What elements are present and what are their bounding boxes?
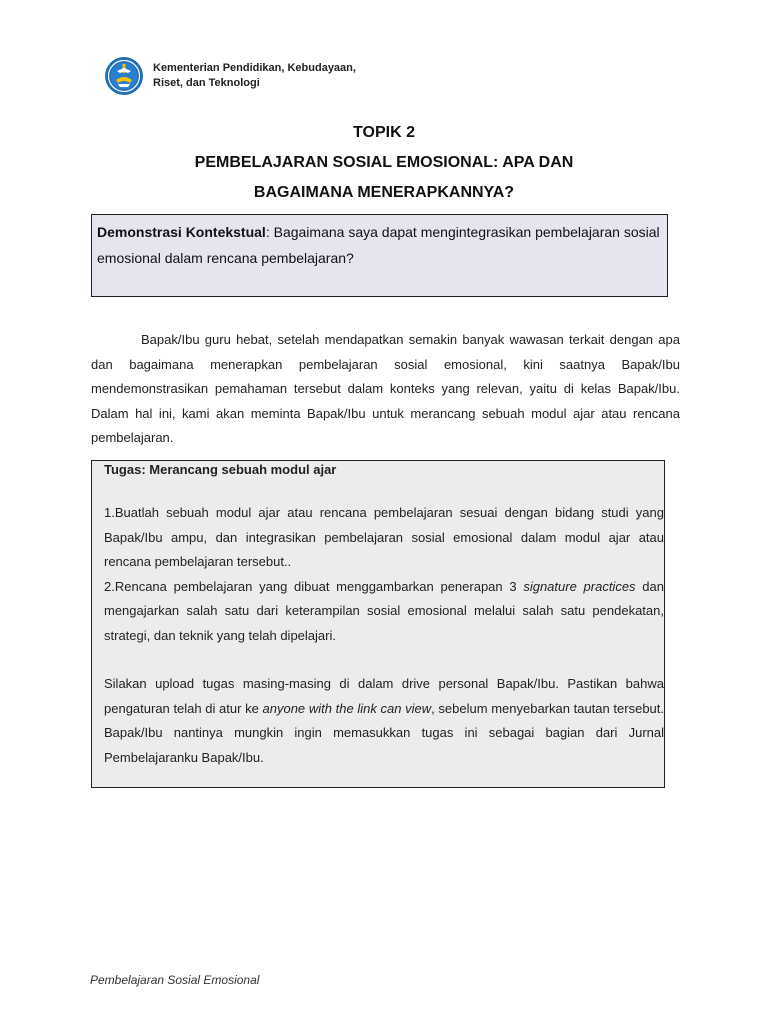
- page-header: [104, 56, 356, 96]
- task-item-2-emphasis: signature practices: [523, 578, 636, 594]
- task-note-text-end: , sebelum menyebarkan tautan tersebut. Bapak/Ibu nantinya mungkin ingin memasukkan tugas ini sebagai bagian dari Jurnal Pembelajaranku Bapak/Ibu.: [104, 700, 665, 765]
- page-footer: Pembelajaran Sosial Emosional: [90, 973, 260, 987]
- task-item-2-text-start: 2.Rencana pembelajaran yang dibuat menggambarkan penerapan 3: [104, 578, 524, 594]
- tut-wuri-handayani-logo-icon: [104, 56, 144, 96]
- task-note-text-start: Silakan upload tugas masing-masing di dalam drive personal Bapak/Ibu. Pastikan bahwa pengaturan telah di atur ke: [104, 676, 664, 716]
- page-title: [0, 122, 768, 212]
- task-item-2-text-end: dan mengajarkan salah satu dari keterampilan sosial emosional melalui salah satu pendekatan, strategi, dan teknik yang telah dipelajari.: [104, 578, 664, 643]
- task-upload-note: [104, 672, 664, 770]
- task-item-1: 1.Buatlah sebuah modul ajar atau rencana pembelajaran sesuai dengan bidang studi yang Bapak/Ibu ampu, dan integrasikan pembelajaran sosial emosional dalam modul ajar atau rencana pembelajaran tersebut..: [104, 505, 664, 569]
- ministry-line-2: Riset, dan Teknologi: [153, 77, 260, 89]
- task-box: [91, 460, 665, 788]
- title-line-2: PEMBELAJARAN SOSIAL EMOSIONAL: APA DAN: [194, 154, 574, 171]
- task-item-2: [104, 575, 664, 649]
- intro-paragraph: [91, 328, 680, 451]
- title-topic: TOPIK 2: [353, 124, 415, 141]
- ministry-name: [153, 61, 356, 91]
- contextual-demonstration-box: [91, 214, 668, 297]
- title-line-3: BAGAIMANA MENERAPKANNYA?: [253, 184, 515, 201]
- demo-question: Bagaimana saya dapat mengintegrasikan pembelajaran sosial emosional dalam rencana pembelajaran?: [97, 224, 660, 266]
- demo-label: Demonstrasi Kontekstual: [97, 224, 266, 240]
- task-title: Tugas: Merancang sebuah modul ajar: [104, 462, 337, 477]
- demo-label-colon: :: [265, 224, 270, 240]
- intro-paragraph-text: Bapak/Ibu guru hebat, setelah mendapatkan semakin banyak wawasan terkait dengan apa dan bagaimana menerapkan pembelajaran sosial emosional, kini saatnya Bapak/Ibu mendemonstrasikan pemahaman tersebut dalam konteks yang relevan, yaitu di kelas Bapak/Ibu. Dalam hal ini, kami akan meminta Bapak/Ibu untuk merancang sebuah modul ajar atau rencana pembelajaran.: [91, 332, 680, 445]
- task-note-emphasis: anyone with the link can view: [262, 700, 432, 716]
- ministry-line-1: Kementerian Pendidikan, Kebudayaan,: [153, 62, 356, 74]
